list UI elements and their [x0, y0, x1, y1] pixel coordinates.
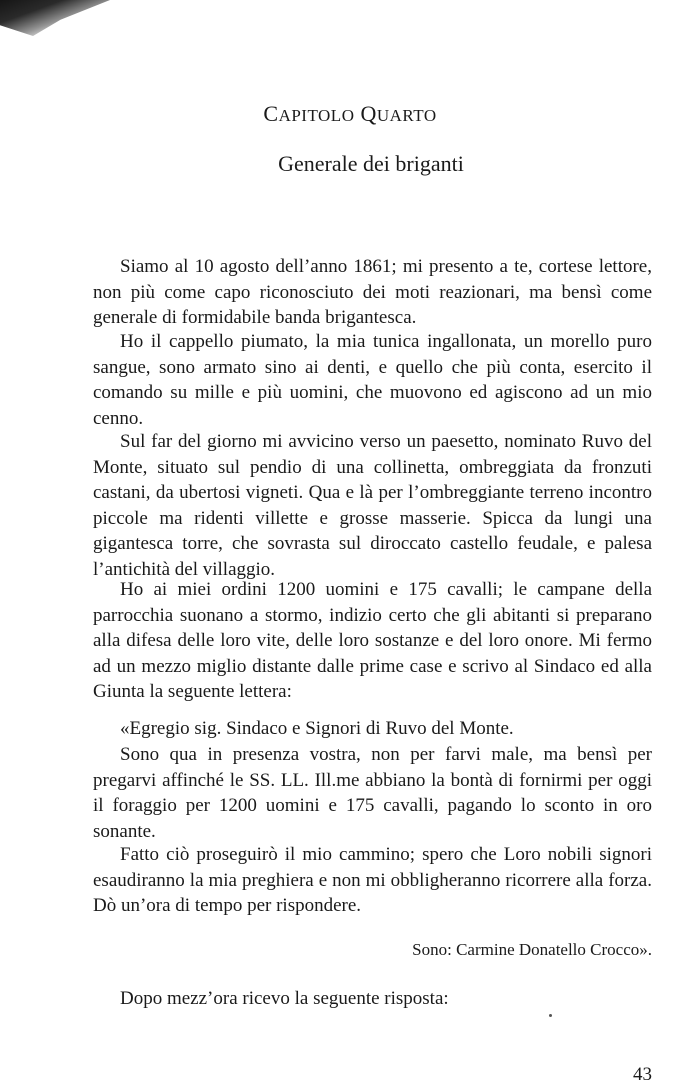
letter-salutation: [93, 716, 652, 742]
paragraph-1: [93, 254, 652, 331]
closing-paragraph: [93, 986, 652, 1012]
chapter-title-rest-1: APITOLO: [278, 106, 355, 125]
paragraph-text: Sono qua in presenza vostra, non per farvi male, ma bensì per pregarvi affinché le SS. LL. Ill.me abbiano la bontà di fornirmi per oggi il foraggio per 1200 uomini e 175 cavalli, pagando lo sconto in oro sonante.: [93, 744, 652, 842]
chapter-title-initial-2: Q: [360, 101, 377, 126]
letter-body-2: [93, 842, 652, 919]
page-number: 43: [633, 1064, 652, 1085]
paragraph-text: Fatto ciò proseguirò il mio cammino; spero che Loro nobili signori esaudiranno la mia preghiera e non mi obbligheranno ricorrere alla forza. Dò un’ora di tempo per rispondere.: [93, 844, 652, 917]
paragraph-text: «Egregio sig. Sindaco e Signori di Ruvo del Monte.: [120, 718, 514, 739]
paragraph-text: Siamo al 10 agosto dell’anno 1861; mi presento a te, cortese lettore, non più come capo riconosciuto dei moti reazionari, ma bensì come generale di formidabile banda brigantesca.: [93, 256, 652, 329]
scan-corner-smudge: [0, 0, 110, 36]
paragraph-3: [93, 429, 652, 583]
paragraph-2: [93, 329, 652, 431]
paragraph-text: Dopo mezz’ora ricevo la seguente risposta:: [120, 988, 449, 1009]
chapter-title: [0, 101, 700, 127]
paragraph-text: Ho il cappello piumato, la mia tunica ingallonata, un morello puro sangue, sono armato sino ai denti, e quello che più conta, esercito il comando su mille e più uomini, che muovono ed agiscono ad un mio cenno.: [93, 331, 652, 429]
letter-signature: Sono: Carmine Donatello Crocco».: [412, 940, 652, 959]
chapter-subtitle: Generale dei briganti: [278, 151, 464, 176]
paragraph-4: [93, 577, 652, 705]
letter-body-1: [93, 742, 652, 844]
chapter-title-rest-2: UARTO: [376, 106, 437, 125]
paragraph-text: Sul far del giorno mi avvicino verso un paesetto, nominato Ruvo del Monte, situato sul pendio di una collinetta, ombreggiata da fronzuti castani, da ubertosi vigneti. Qua e là per l’ombreggiante terreno incontro piccole ma ridenti villette e grosse masserie. Spicca da lungi una gigantesca torre, che sovrasta sul diroccato castello feudale, e palesa l’antichità del villaggio.: [93, 431, 652, 580]
chapter-title-initial-1: C: [263, 101, 279, 126]
paragraph-text: Ho ai miei ordini 1200 uomini e 175 cavalli; le campane della parrocchia suonano a stormo, indizio certo che gli abitanti si preparano alla difesa delle loro vite, delle loro sostanze e del loro onore. Mi fermo ad un mezzo miglio distante dalle prime case e scrivo al Sindaco ed alla Giunta la seguente lettera:: [93, 579, 652, 703]
scan-speck: [549, 1014, 552, 1017]
